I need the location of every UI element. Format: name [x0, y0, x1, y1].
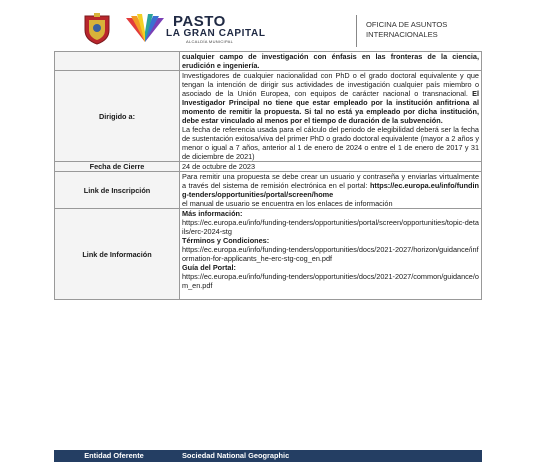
mas-informacion-link[interactable]: https://ec.europa.eu/info/funding-tenders/opportunities/portal/screen/opportunities/topic-details/erc-2024-stg [182, 218, 479, 236]
entidad-oferente-value: Sociedad National Geographic [182, 451, 290, 460]
table-row [55, 162, 482, 172]
dirigido-paragraph-1: Investigadores de cualquier nacionalidad con PhD o el grado doctoral equivalente y que tengan la intención de dirigir sus actividades de investigación cualquier país miembro o asociado de la Unión Europea, con equipos de carácter nacional o transnacional. [182, 71, 479, 98]
header-divider [356, 15, 357, 47]
logo-title: PASTO [173, 13, 226, 30]
table-row [55, 71, 482, 162]
fecha-value: 24 de octubre de 2023 [180, 162, 482, 172]
dirigido-paragraph-2: La fecha de referencia usada para el cálculo del periodo de elegibilidad deberá ser la fecha de sustentación exitosa/viva del primer PhD o grado doctoral equivalente (mayor a 2 años y menor o igual a 7 años, anterior al 1 de enero de 2024 o entre el 1 de enero de 2017 y 31 de diciembre de 2021) [182, 125, 479, 161]
office-line-1: OFICINA DE ASUNTOS [366, 20, 448, 29]
entidad-oferente-row [54, 450, 482, 462]
logo-small-text: ALCALDÍA MUNICIPAL [186, 39, 234, 44]
inscripcion-label: Link de Inscripción [55, 172, 180, 209]
office-line-2: INTERNACIONALES [366, 30, 438, 39]
dirigido-label: Dirigido a: [55, 71, 180, 162]
empty-spacer [182, 290, 479, 299]
table-row [55, 209, 482, 300]
dirigido-value [180, 71, 482, 162]
fecha-label: Fecha de Cierre [55, 162, 180, 172]
terminos-label: Términos y Condiciones: [182, 236, 270, 245]
informacion-value [180, 209, 482, 300]
coat-of-arms-icon [82, 12, 112, 45]
inscripcion-value [180, 172, 482, 209]
call-details-table [54, 51, 482, 300]
guia-link[interactable]: https://ec.europa.eu/info/funding-tenders/opportunities/docs/2021-2027/common/guidance/om_en.pdf [182, 272, 479, 290]
pasto-bird-logo-icon [122, 12, 168, 46]
label-cell-empty [55, 52, 180, 71]
research-field-value: cualquier campo de investigación con énfasis en las fronteras de la ciencia, erudición e ingeniería. [180, 52, 482, 71]
inscripcion-note: el manual de usuario se encuentra en los enlaces de información [182, 199, 393, 208]
entidad-oferente-label: Entidad Oferente [84, 451, 144, 460]
informacion-label: Link de Información [55, 209, 180, 300]
inscripcion-link[interactable]: https://ec.europa.eu/info/funding-tenders/opportunities/portal/screen/home [182, 181, 479, 199]
logo-subtitle: LA GRAN CAPITAL [166, 28, 266, 39]
mas-informacion-label: Más información: [182, 209, 243, 218]
office-name [366, 20, 476, 40]
guia-label: Guía del Portal: [182, 263, 236, 272]
document-header [0, 0, 534, 50]
dirigido-paragraph-1-bold: El Investigador Principal no tiene que estar empleado por la institución anfitriona al momento de remitir la propuesta. Si tal no está ya empleado por dicha institución, debe estar vinculado al menos por el tiempo de duración de la subvención. [182, 89, 479, 125]
terminos-link[interactable]: https://ec.europa.eu/info/funding-tenders/opportunities/docs/2021-2027/horizon/guidance/information-for-applicants_he-erc-stg-cog_en.pdf [182, 245, 479, 263]
inscripcion-text: Para remitir una propuesta se debe crear un usuario y contraseña y enviarlas virtualmente a través del sistema de remisión electrónica en el portal: [182, 172, 479, 190]
table-row [55, 172, 482, 209]
table-row [55, 52, 482, 71]
